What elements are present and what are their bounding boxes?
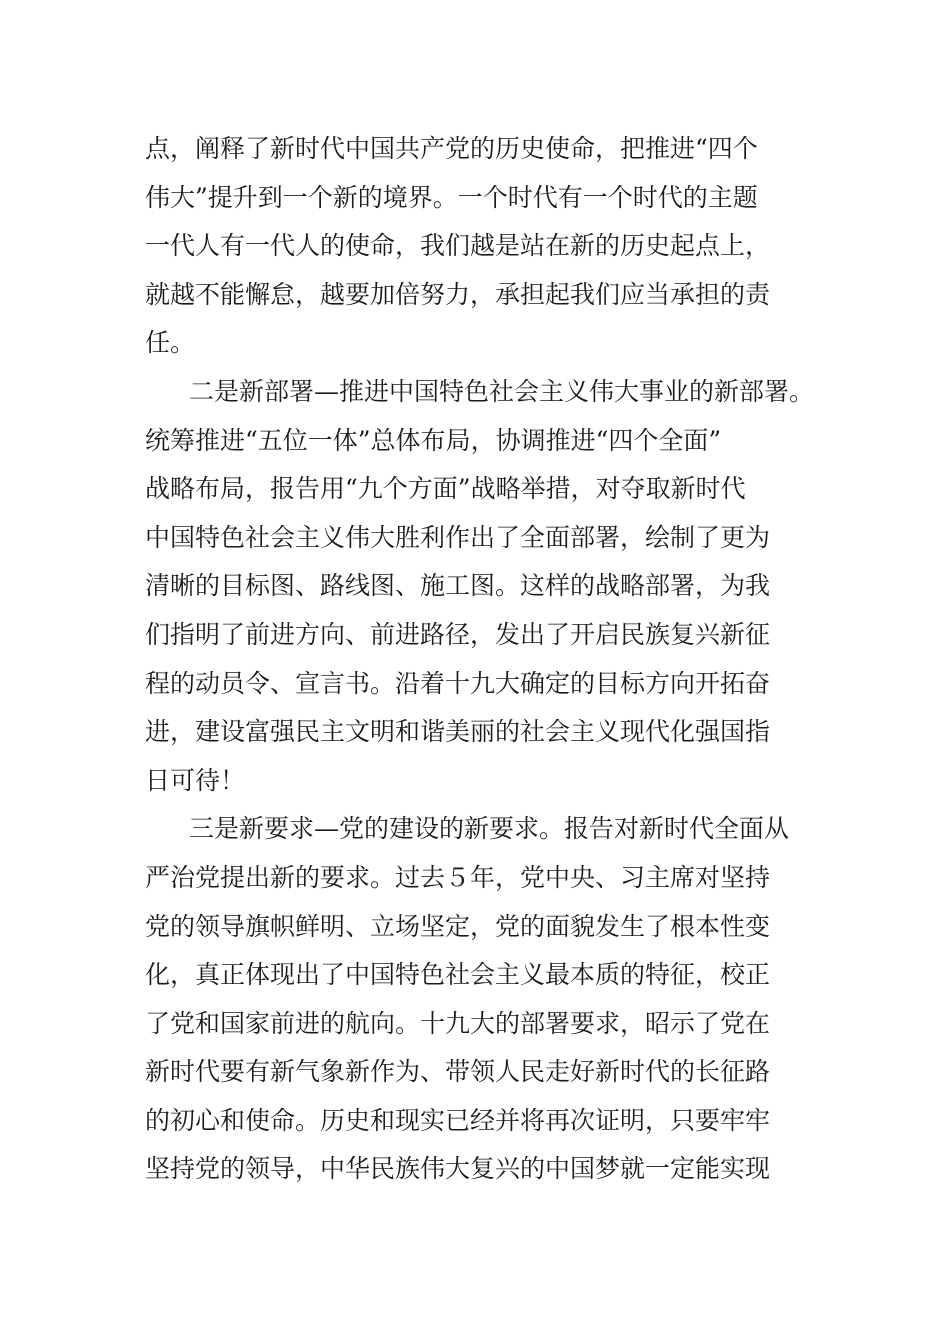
- text-line: 程的动员令、宣言书。沿着十九大确定的目标方向开拓奋: [145, 668, 771, 698]
- text-line-first: 二是新部署—推进中国特色社会主义伟大事业的新部署。: [189, 376, 815, 406]
- text-line: 统筹推进“五位一体”总体布局，协调推进“四个全面”: [145, 425, 722, 455]
- paragraph-3: [145, 805, 825, 1194]
- text-line: 一代人有一代人的使命，我们越是站在新的历史起点上，: [145, 231, 771, 261]
- text-line: 化，真正体现出了中国特色社会主义最本质的特征，校正: [145, 960, 771, 990]
- text-line: 坚持党的领导，中华民族伟大复兴的中国梦就一定能实现: [145, 1154, 771, 1184]
- text-line: 战略布局，报告用“九个方面”战略举措，对夺取新时代: [145, 474, 746, 504]
- body-text: [145, 125, 825, 1194]
- text-line: 们指明了前进方向、前进路径，发出了开启民族复兴新征: [145, 619, 771, 649]
- text-line: 清晰的目标图、路线图、施工图。这样的战略部署，为我: [145, 571, 771, 601]
- text-line: 点，阐释了新时代中国共产党的历史使命，把推进“四个: [145, 134, 758, 163]
- text-line-first: 三是新要求—党的建设的新要求。报告对新时代全面从: [189, 814, 790, 844]
- paragraph-2: [145, 368, 825, 805]
- text-line: 日可待！: [145, 765, 246, 795]
- text-line: 中国特色社会主义伟大胜利作出了全面部署，绘制了更为: [145, 522, 771, 552]
- text-line: 进，建设富强民主文明和谐美丽的社会主义现代化强国指: [145, 717, 771, 747]
- text-line: 了党和国家前进的航向。十九大的部署要求，昭示了党在: [145, 1008, 771, 1038]
- text-line: 的初心和使命。历史和现实已经并将再次证明，只要牢牢: [145, 1105, 771, 1135]
- text-line: 伟大”提升到一个新的境界。一个时代有一个时代的主题: [145, 182, 758, 212]
- text-line: 新时代要有新气象新作为、带领人民走好新时代的长征路: [145, 1057, 771, 1087]
- text-line: 就越不能懈怠，越要加倍努力，承担起我们应当承担的责: [145, 279, 771, 309]
- text-line: 党的领导旗帜鲜明、立场坚定，党的面貌发生了根本性变: [145, 911, 771, 941]
- text-line: 严治党提出新的要求。过去５年，党中央、习主席对坚持: [145, 862, 771, 892]
- paragraph-1: [145, 125, 825, 368]
- text-line: 任。: [145, 328, 196, 358]
